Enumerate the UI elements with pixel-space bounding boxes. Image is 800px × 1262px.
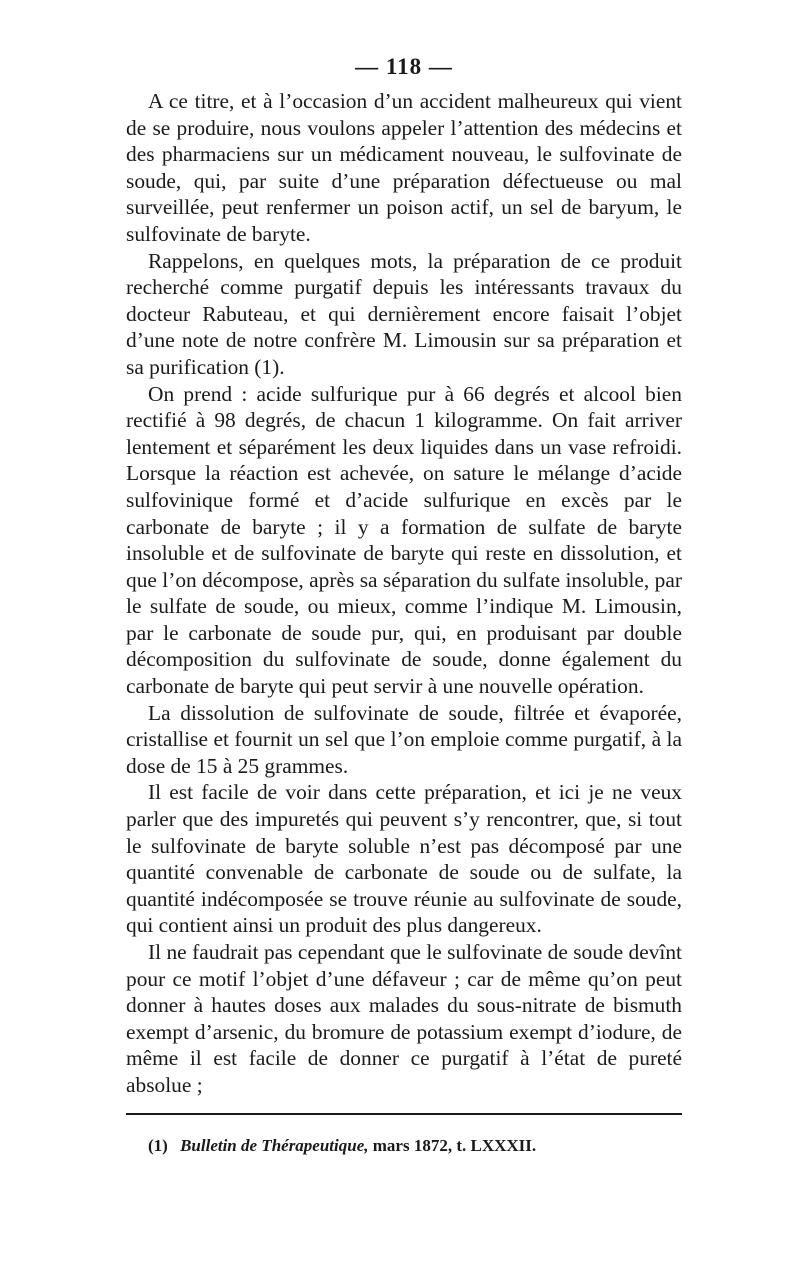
paragraph: Il ne faudrait pas cependant que le sulfovinate de soude devînt pour ce motif l’objet d’une défaveur ; car de même qu’on peut donner à hautes doses aux malades du sous-nitrate de bismuth exempt d’arsenic, du bromure de potassium exempt d’iodure, de même il est facile de donner ce purgatif à l’état de pureté absolue ; — [126, 940, 682, 1097]
body-text — [126, 88, 682, 1099]
paragraph: On prend : acide sulfurique pur à 66 degrés et alcool bien rectifié à 98 degrés, de chacun 1 kilogramme. On fait arriver lentement et séparément les deux liquides dans un vase refroidi. Lorsque la réaction est achevée, on sature le mélange d’acide sulfovinique formé et d’acide sulfurique en excès par le carbonate de baryte ; il y a formation de sulfate de baryte insoluble et de sulfovinate de baryte qui reste en dissolution, et que l’on décompose, après sa séparation du sulfate insoluble, par le sulfate de soude, ou mieux, comme l’indique M. Limousin, par le carbonate de soude pur, qui, en produisant par double décomposition du sulfovinate de soude, donne également du carbonate de baryte qui peut servir à une nouvelle opération. — [126, 381, 682, 699]
page-number: — 118 — — [355, 54, 453, 79]
footnote-reference: mars 1872, t. LXXXII. — [372, 1135, 537, 1155]
book-page — [126, 52, 682, 1157]
paragraph: A ce titre, et à l’occasion d’un accident malheureux qui vient de se produire, nous voulons appeler l’attention des médecins et des pharmaciens sur un médicament nouveau, le sulfovinate de soude, qui, par suite d’une préparation défectueuse ou mal surveillée, peut renfermer un poison actif, un sel de baryum, le sulfovinate de baryte. — [126, 89, 682, 246]
paragraph: Il est facile de voir dans cette préparation, et ici je ne veux parler que des impuretés qui peuvent s’y rencontrer, que, si tout le sulfovinate de baryte soluble n’est pas décomposé par une quantité convenable de carbonate de soude ou de sulfate, la quantité indécomposée se trouve réunie au sulfovinate de soude, qui contient ainsi un produit des plus dangereux. — [126, 780, 682, 938]
footnote-divider — [126, 1113, 682, 1115]
footnote-mark: (1) — [148, 1135, 168, 1155]
paragraph: La dissolution de sulfovinate de soude, filtrée et évaporée, cristallise et fournit un sel que l’on emploie comme purgatif, à la dose de 15 à 25 grammes. — [126, 700, 682, 778]
footnote-title: Bulletin de Thérapeutique, — [180, 1135, 369, 1155]
paragraph: Rappelons, en quelques mots, la préparation de ce produit recherché comme purgatif depuis les intéressants travaux du docteur Rabuteau, et qui dernièrement encore faisait l’objet d’une note de notre confrère M. Limousin sur sa préparation et sa purification (1). — [126, 248, 682, 379]
footnote — [126, 1135, 682, 1157]
